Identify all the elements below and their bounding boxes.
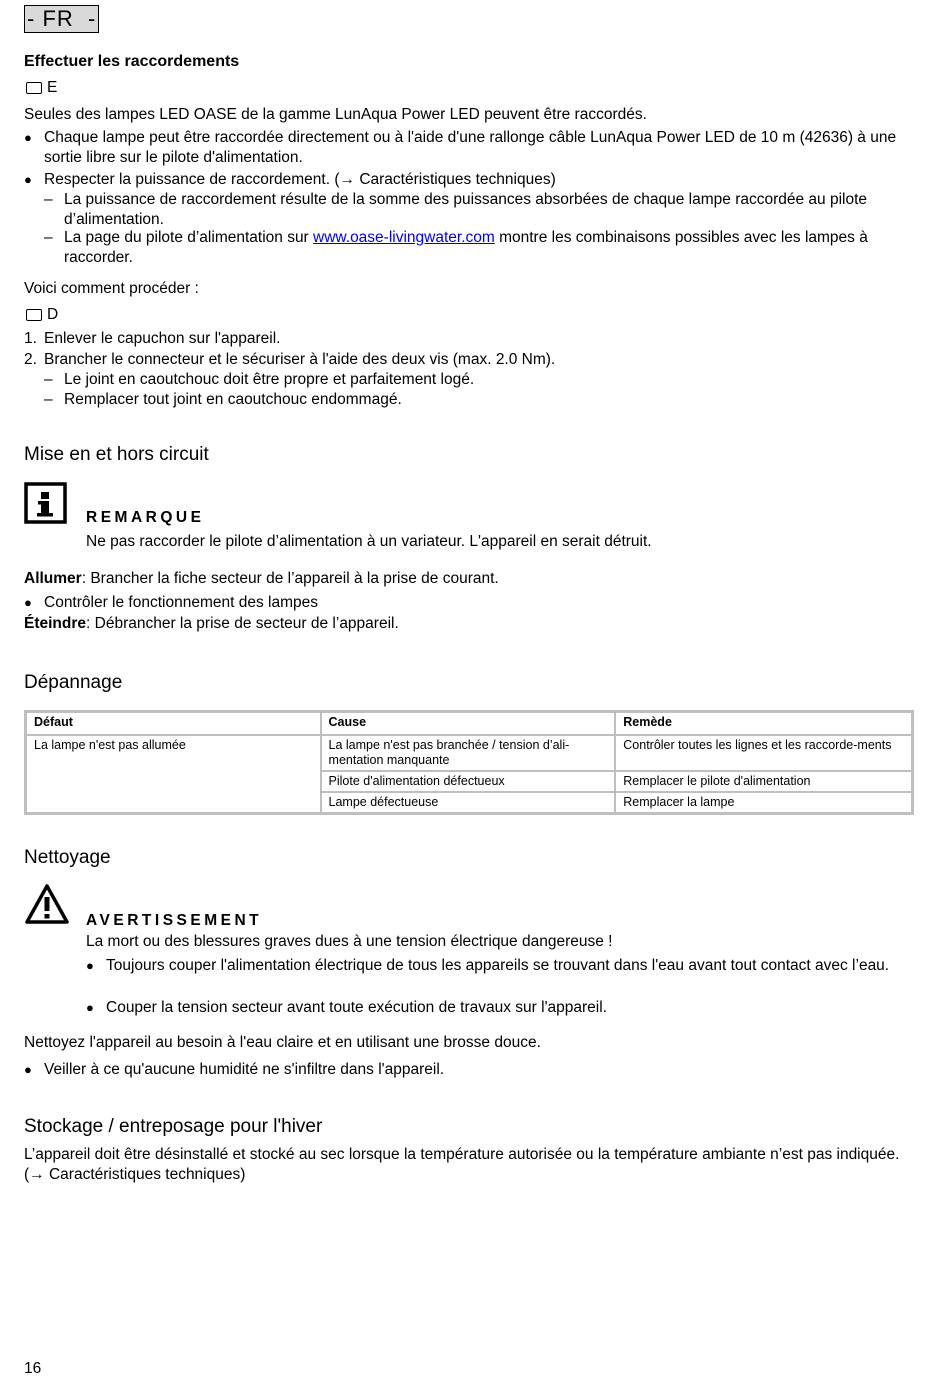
storage-text: L’appareil doit être désinstallé et stocké au sec lorsque la température autorisée ou la température ambiante n’est pas indiquée. (→ Caractéristiques techniques) <box>24 1146 900 1183</box>
list-item <box>86 956 914 976</box>
cause-cell: La lampe n'est pas branchée / tension d’ali-mentation manquante <box>321 735 616 771</box>
section-title-connections: Effectuer les raccordements <box>24 53 240 70</box>
step-text: Brancher le connecteur et le sécuriser à l'aide des deux vis (max. 2.0 Nm). <box>44 351 556 368</box>
section-title-switch: Mise en et hors circuit <box>24 444 209 465</box>
dash-text: Le joint en caoutchouc doit être propre et parfaitement logé. <box>64 371 475 388</box>
table-header-row <box>26 712 912 735</box>
bullet-icon: ● <box>24 1062 32 1077</box>
remedy-cell: Contrôler toutes les lignes et les raccorde-ments <box>615 735 912 771</box>
cleaning-text: Nettoyez l'appareil au besoin à l'eau claire et en utilisant une brosse douce. <box>24 1034 541 1051</box>
bullet-text: Contrôler le fonctionnement des lampes <box>44 594 318 611</box>
step-text: Enlever le capuchon sur l'appareil. <box>44 330 281 347</box>
dash-icon: – <box>44 229 53 246</box>
list-item <box>44 370 914 390</box>
info-icon <box>24 482 68 531</box>
dash-icon: – <box>44 191 53 208</box>
bullet-icon: ● <box>86 1000 94 1015</box>
page-number: 16 <box>24 1360 42 1377</box>
warning-text: La mort ou des blessures graves dues à une tension électrique dangereuse ! <box>86 933 613 950</box>
list-item <box>24 128 914 167</box>
bullet-text: Chaque lampe peut être raccordée directement ou à l'aide d'une rallonge câble LunAqua Power LED de 10 m (42636) à une sortie libre sur le pilote d'alimentation. <box>44 129 897 166</box>
dash-text-after: montre les combinaisons possibles avec les lampes à raccorder. <box>64 229 868 266</box>
remedy-cell: Remplacer la lampe <box>615 792 912 813</box>
list-item <box>24 170 914 190</box>
dash-text: La puissance de raccordement résulte de la somme des puissances absorbées de chaque lampe raccordée au pilote d’alimentation. <box>64 191 868 228</box>
section-title-troubleshooting: Dépannage <box>24 672 123 693</box>
cause-cell: Pilote d'alimentation défectueux <box>321 771 616 792</box>
remedy-cell: Remplacer le pilote d'alimentation <box>615 771 912 792</box>
bullet-text: Couper la tension secteur avant toute exécution de travaux sur l'appareil. <box>106 999 607 1016</box>
notice-text: Ne pas raccorder le pilote d’alimentation à un variateur. L'appareil en serait détruit. <box>86 533 652 550</box>
switch-on-text: : Brancher la fiche secteur de l’appareil à la prise de courant. <box>81 570 499 587</box>
notice-title: REMARQUE <box>86 509 205 526</box>
dash-icon: – <box>44 371 53 388</box>
column-header-fault: Défaut <box>26 712 321 735</box>
dash-text-before: La page du pilote d’alimentation sur <box>64 229 314 246</box>
column-header-cause: Cause <box>321 712 616 735</box>
switch-on-label: Allumer <box>24 570 82 587</box>
list-item <box>44 390 914 410</box>
switch-off-label: Éteindre <box>24 615 87 632</box>
section-title-storage: Stockage / entreposage pour l'hiver <box>24 1116 323 1137</box>
warning-icon <box>24 883 70 930</box>
connections-intro: Seules des lampes LED OASE de la gamme LunAqua Power LED peuvent être raccordés. <box>24 106 647 123</box>
list-item <box>86 998 914 1018</box>
step-item <box>24 350 914 370</box>
bullet-text: Veiller à ce qu'aucune humidité ne s'infiltre dans l'appareil. <box>44 1061 445 1078</box>
step-number: 2. <box>24 351 37 368</box>
column-header-remedy: Remède <box>615 712 912 735</box>
bullet-icon: ● <box>86 958 94 973</box>
figure-icon <box>26 82 42 94</box>
list-item <box>44 190 914 229</box>
dash-icon: – <box>44 391 53 408</box>
figure-reference-e <box>26 79 57 97</box>
dash-text <box>64 228 914 267</box>
dash-text: Remplacer tout joint en caoutchouc endommagé. <box>64 391 402 408</box>
procedure-intro: Voici comment procéder : <box>24 280 199 297</box>
switch-off-text: : Débrancher la prise de secteur de l’appareil. <box>86 615 399 632</box>
troubleshooting-table <box>24 710 914 815</box>
list-item <box>24 593 914 613</box>
figure-label: E <box>47 79 58 96</box>
bullet-text: Toujours couper l'alimentation électrique de tous les appareils se trouvant dans l'eau avant tout contact avec l’eau. <box>106 957 890 974</box>
bullet-icon: ● <box>24 172 32 187</box>
list-item <box>44 228 914 267</box>
section-title-cleaning: Nettoyage <box>24 847 111 868</box>
switch-off-instruction <box>24 614 399 634</box>
warning-title: AVERTISSEMENT <box>86 912 263 929</box>
language-tag: - FR - <box>24 5 99 33</box>
cause-cell: Lampe défectueuse <box>321 792 616 813</box>
figure-reference-d <box>26 306 58 324</box>
bullet-text: Respecter la puissance de raccordement. (→ Caractéristiques techniques) <box>44 171 556 188</box>
step-item <box>24 329 914 349</box>
bullet-icon: ● <box>24 595 32 610</box>
table-row <box>26 735 912 771</box>
bullet-icon: ● <box>24 130 32 145</box>
figure-label: D <box>47 306 59 323</box>
fault-cell: La lampe n'est pas allumée <box>26 735 321 813</box>
list-item <box>24 1060 914 1080</box>
website-link[interactable]: www.oase-livingwater.com <box>313 229 495 246</box>
step-number: 1. <box>24 330 37 347</box>
switch-on-instruction <box>24 569 499 589</box>
figure-icon <box>26 309 42 321</box>
